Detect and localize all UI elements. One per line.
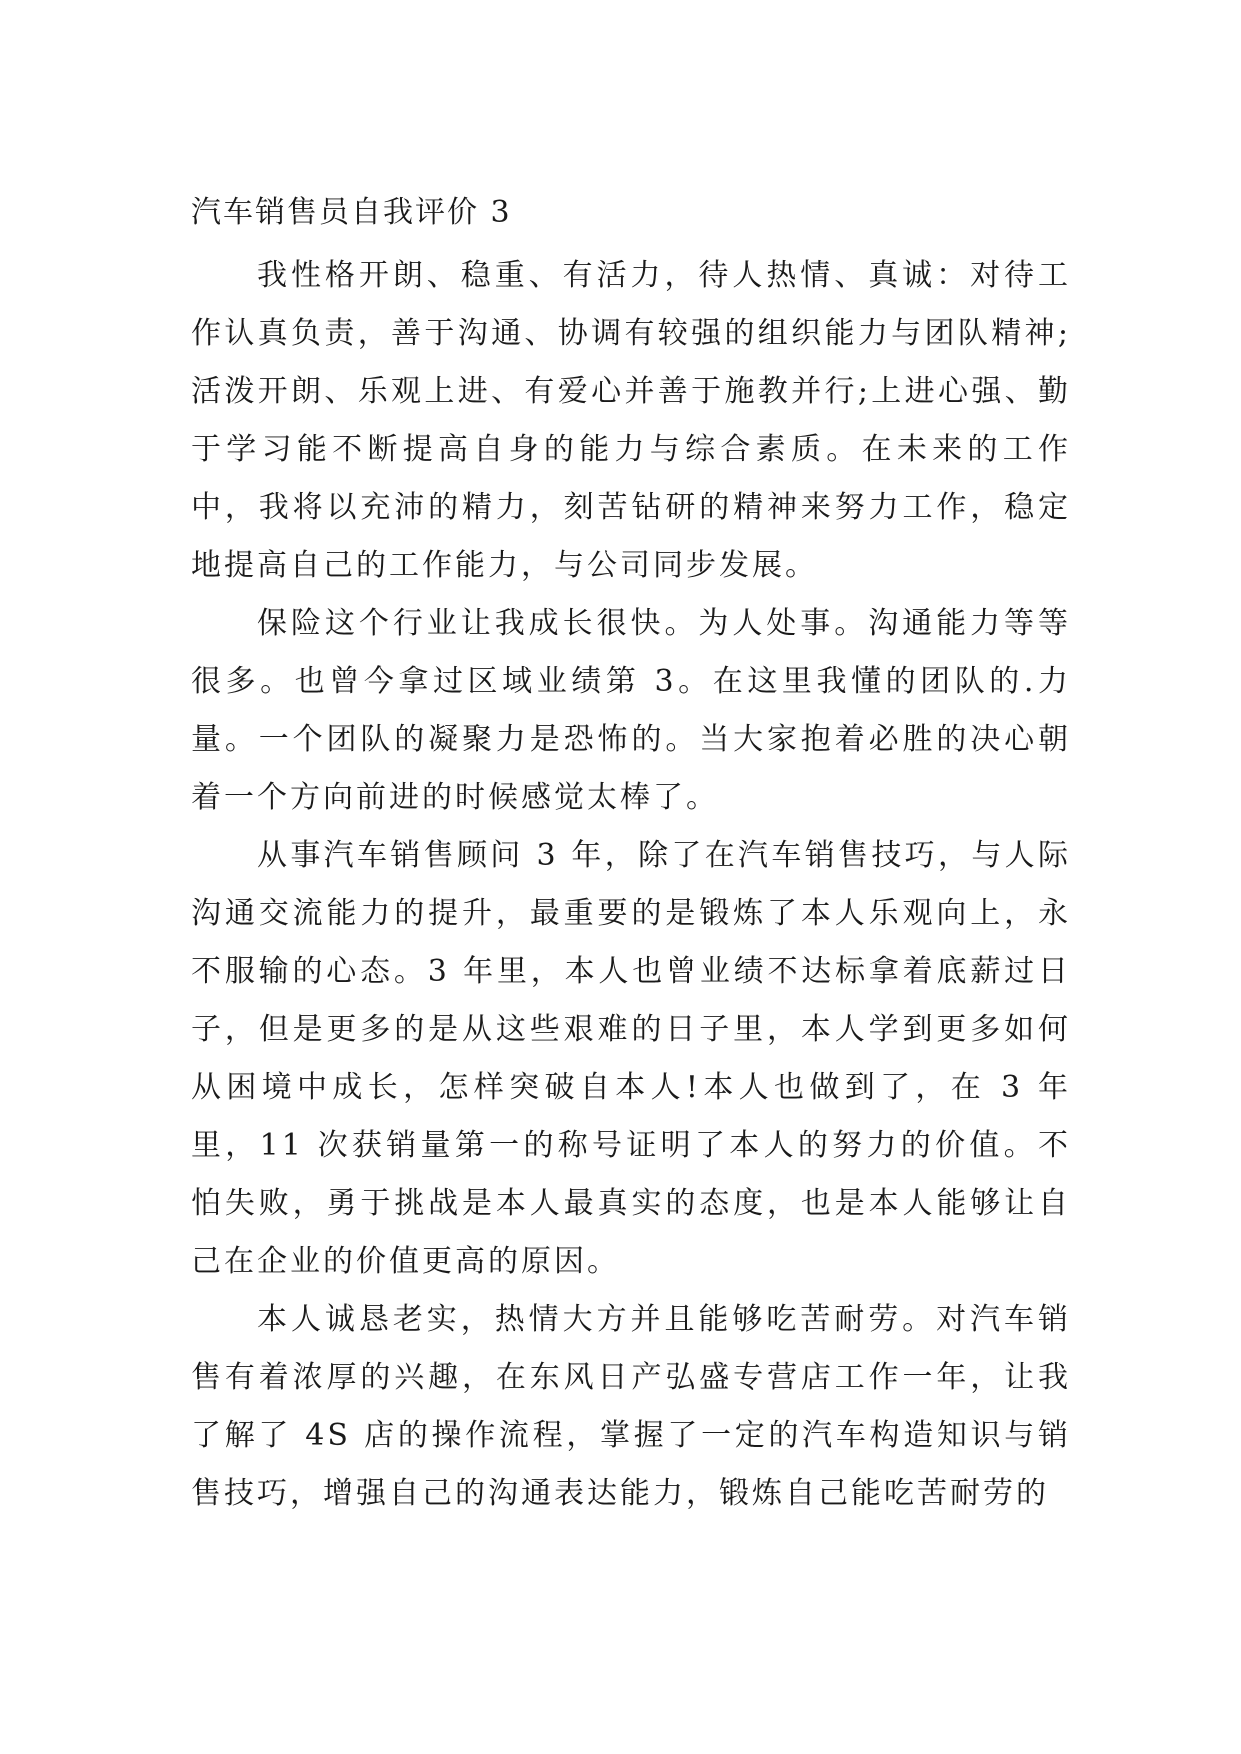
paragraph-4: 本人诚恳老实，热情大方并且能够吃苦耐劳。对汽车销售有着浓厚的兴趣，在东风日产弘盛专营店工作一年，让我了解了 4S 店的操作流程，掌握了一定的汽车构造知识与销售技巧，增强自己的沟通表达能力，锻炼自己能吃苦耐劳的	[191, 1302, 1071, 1511]
paragraph-3: 从事汽车销售顾问 3 年，除了在汽车销售技巧，与人际沟通交流能力的提升，最重要的是锻炼了本人乐观向上，永不服输的心态。3 年里，本人也曾业绩不达标拿着底薪过日子，但是更多的是从这些艰难的日子里，本人学到更多如何从困境中成长，怎样突破自本人!本人也做到了，在 3 年里，11 次获销量第一的称号证明了本人的努力的价值。不怕失败，勇于挑战是本人最真实的态度，也是本人能够让自己在企业的价值更高的原因。	[191, 838, 1071, 1279]
document-body	[191, 190, 1071, 1523]
paragraph-1: 我性格开朗、稳重、有活力，待人热情、真诚：对待工作认真负责，善于沟通、协调有较强的组织能力与团队精神;活泼开朗、乐观上进、有爱心并善于施教并行;上进心强、勤于学习能不断提高自身的能力与综合素质。在未来的工作中，我将以充沛的精力，刻苦钻研的精神来努力工作，稳定地提高自己的工作能力，与公司同步发展。	[191, 258, 1071, 583]
document-title: 汽车销售员自我评价 3	[191, 195, 512, 230]
paragraph-2: 保险这个行业让我成长很快。为人处事。沟通能力等等很多。也曾今拿过区域业绩第 3。在这里我懂的团队的.力量。一个团队的凝聚力是恐怖的。当大家抱着必胜的决心朝着一个方向前进的时候感觉太棒了。	[191, 606, 1071, 815]
